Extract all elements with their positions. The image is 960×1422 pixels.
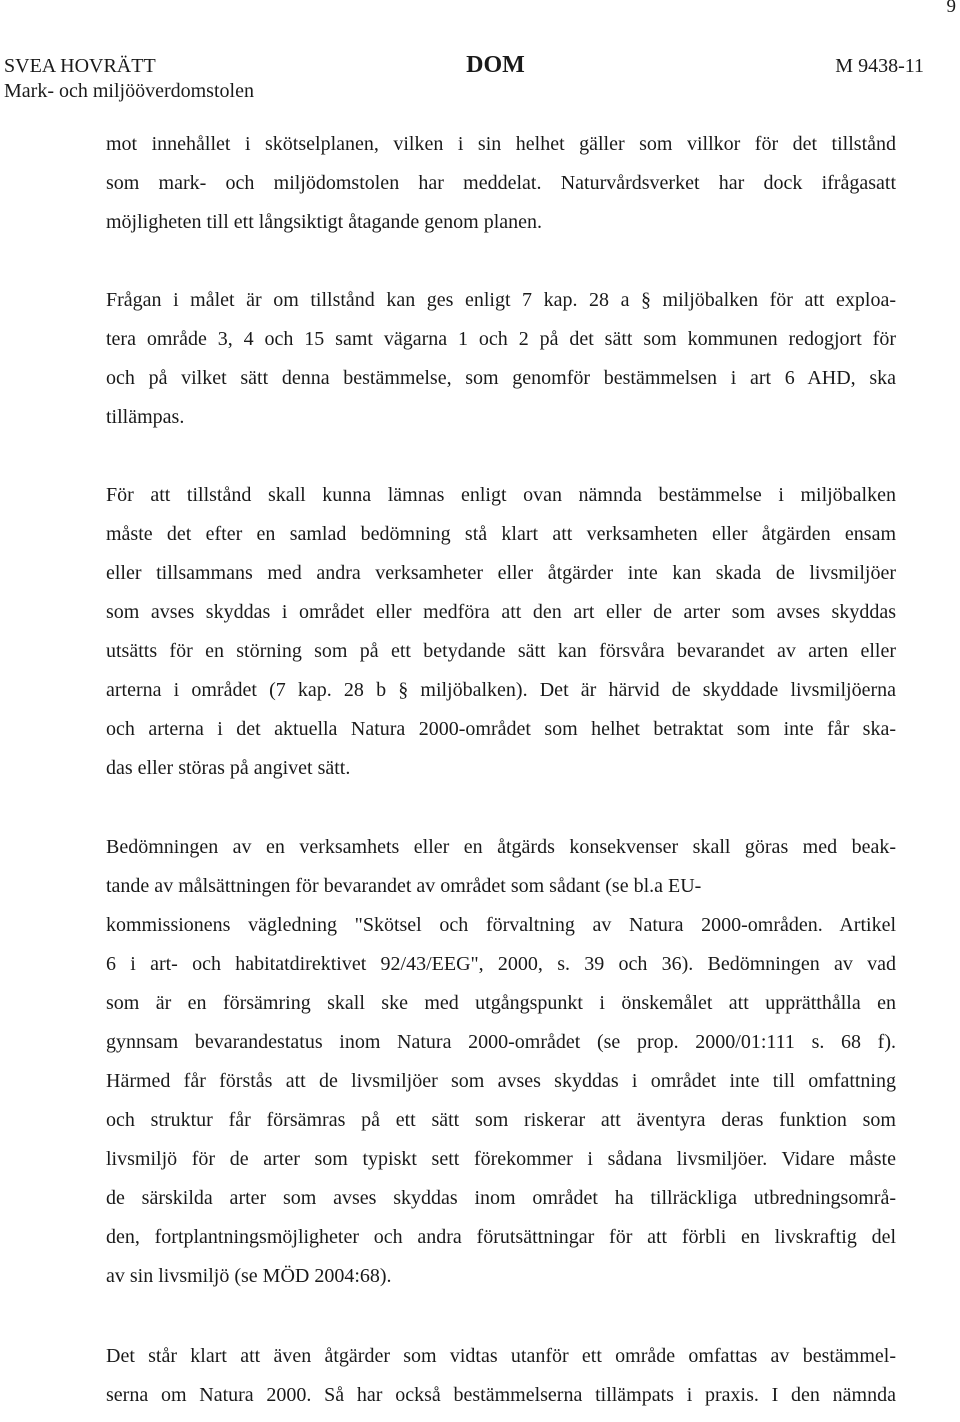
text-line: som avses skyddas i området eller medföra att den art eller de arter som avses skyddas xyxy=(106,601,896,623)
text-line: serna om Natura 2000. Så har också bestämmelserna tillämpats i praxis. I den nämnda xyxy=(106,1384,896,1406)
paragraph-1 xyxy=(106,132,896,249)
text-line: 6 i art- och habitatdirektivet 92/43/EEG", 2000, s. 39 och 36). Bedömningen av vad xyxy=(106,953,896,975)
text-line: av sin livsmiljö (se MÖD 2004:68). xyxy=(106,1265,392,1287)
paragraph-3 xyxy=(106,483,896,795)
text-line: För att tillstånd skall kunna lämnas enligt ovan nämnda bestämmelse i miljöbalken xyxy=(106,484,896,506)
text-line: tande av målsättningen för bevarandet av området som sådant (se bl.a EU- xyxy=(106,875,702,897)
text-line: möjligheten till ett långsiktigt åtagande genom planen. xyxy=(106,211,543,233)
text-line: utsätts för en störning som på ett betydande sätt kan försvåra bevarandet av arten eller xyxy=(106,640,896,662)
text-line: mot innehållet i skötselplanen, vilken i sin helhet gäller som villkor för det tillstånd xyxy=(106,133,896,155)
text-line: Härmed får förstås att de livsmiljöer som avses skyddas i området inte till omfattning xyxy=(106,1070,896,1092)
text-line: livsmiljö för de arter som typiskt sett förekommer i sådana livsmiljöer. Vidare måste xyxy=(106,1148,896,1170)
paragraph-2 xyxy=(106,288,896,444)
text-line: Bedömningen av en verksamhets eller en åtgärds konsekvenser skall göras med beak- xyxy=(106,836,896,858)
document-header xyxy=(4,52,924,102)
text-line: den, fortplantningsmöjligheter och andra förutsättningar för att förbli en livskraftig del xyxy=(106,1226,896,1248)
page-number: 9 xyxy=(946,0,956,17)
text-line: måste det efter en samlad bedömning stå klart att verksamheten eller åtgärden ensam xyxy=(106,523,896,545)
text-line: och arterna i det aktuella Natura 2000-området som helhet betraktat som inte får ska- xyxy=(106,718,896,740)
court-division: Mark- och miljööverdomstolen xyxy=(4,80,254,102)
case-number: M 9438-11 xyxy=(835,55,924,77)
text-line: och på vilket sätt denna bestämmelse, som genomför bestämmelsen i art 6 AHD, ska xyxy=(106,367,896,389)
text-line: tillämpas. xyxy=(106,406,185,428)
text-line: de särskilda arter som avses skyddas inom området ha tillräckliga utbredningsområ- xyxy=(106,1187,896,1209)
paragraph-4 xyxy=(106,835,896,1303)
text-line: das eller störas på angivet sätt. xyxy=(106,757,351,779)
text-line: eller tillsammans med andra verksamheter eller åtgärder inte kan skada de livsmiljöer xyxy=(106,562,896,584)
document-type-title: DOM xyxy=(466,52,525,78)
paragraph-5 xyxy=(106,1344,896,1422)
court-name: SVEA HOVRÄTT xyxy=(4,55,156,77)
text-line: Det står klart att även åtgärder som vidtas utanför ett område omfattas av bestämmel- xyxy=(106,1345,896,1367)
text-line: gynnsam bevarandestatus inom Natura 2000-området (se prop. 2000/01:111 s. 68 f). xyxy=(106,1031,896,1053)
text-line: Frågan i målet är om tillstånd kan ges enligt 7 kap. 28 a § miljöbalken för att exploa- xyxy=(106,289,896,311)
text-line: kommissionens vägledning "Skötsel och förvaltning av Natura 2000-områden. Artikel xyxy=(106,914,896,936)
text-line: som mark- och miljödomstolen har meddelat. Naturvårdsverket har dock ifrågasatt xyxy=(106,172,896,194)
text-line: och struktur får försämras på ett sätt som riskerar att äventyra deras funktion som xyxy=(106,1109,896,1131)
text-line: arterna i området (7 kap. 28 b § miljöbalken). Det är härvid de skyddade livsmiljöerna xyxy=(106,679,896,701)
text-line: som är en försämring skall ske med utgångspunkt i önskemålet att upprätthålla en xyxy=(106,992,896,1014)
text-line: tera område 3, 4 och 15 samt vägarna 1 och 2 på det sätt som kommunen redogjort för xyxy=(106,328,896,350)
